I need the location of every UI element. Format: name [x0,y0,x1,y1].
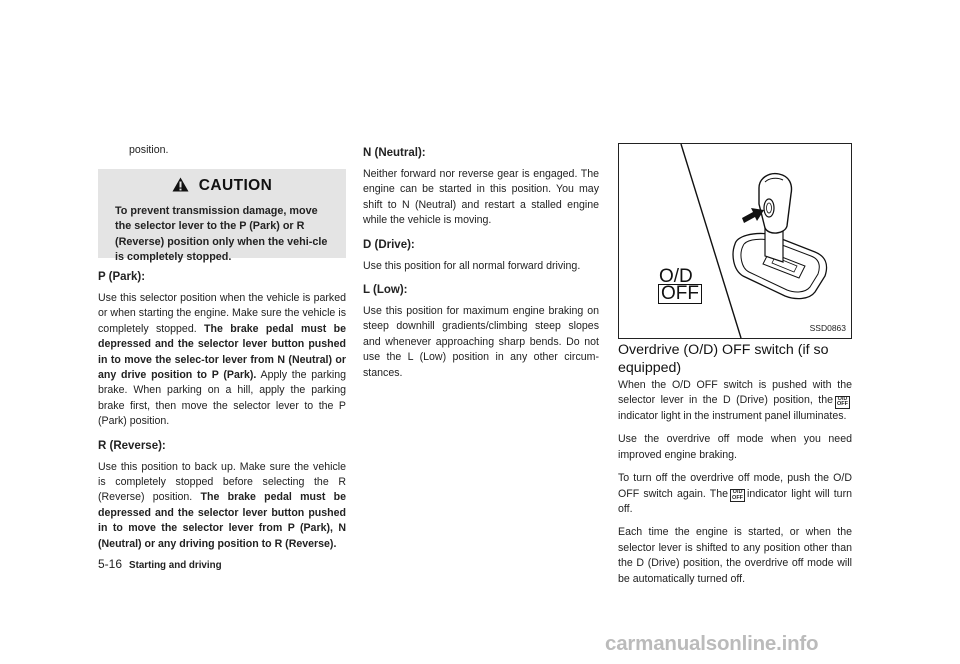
park-section [98,269,346,552]
warning-triangle-icon [172,177,189,192]
od-para-4: Each time the engine is started, or when the selector lever is shifted to any position other than the D (Drive) position, the overdrive off mode will be automatically turned off. [618,526,852,585]
od-para-3: To turn off the overdrive off mode, push the O/D OFF switch again. The O/D OFF indicator light will turn off. [618,472,852,516]
figure-od-label: O/D [659,266,693,287]
reverse-text: Use this position to back up. Make sure the vehicle is completely stopped before selecting the R (Reverse) position. The brake pedal must be depressed and the selector lever button pushed in to move the selector lever from P (Park), N (Neutral) or any driving position to R (Reverse). [98,460,346,550]
low-text: Use this position for maximum engine braking on steep downhill gradients/climbing steep slopes and whenever approaching sharp bends. Do not use the L (Low) position in any other circum-stances. [363,305,599,379]
neutral-heading: N (Neutral): [363,147,426,159]
reverse-heading: R (Reverse): [98,439,166,452]
caution-text: To prevent transmission damage, move the selector lever to the P (Park) or R (Reverse) position only when the vehi-cle is completely stopped. [115,205,328,264]
figure-off-label: OFF [658,284,702,304]
position-tail: position. [129,144,169,156]
footer-section: Starting and driving [129,560,222,571]
neutral-text: Neither forward nor reverse gear is engaged. The engine can be started in this position. You may shift to N (Neutral) and restart a stalled engine while the vehicle is moving. [363,168,599,227]
figure-code: SSD0863 [809,323,846,333]
od-off-indicator-icon: O/D OFF [732,489,744,501]
selector-lever-illustration [619,144,851,338]
watermark: carmanualsonline.info [605,632,819,655]
caution-label: CAUTION [198,177,273,194]
drive-text: Use this position for all normal forward driving. [363,259,581,272]
column-middle [363,145,599,381]
park-text: Use this selector position when the vehicle is parked or when starting the engine. Make sure the vehicle is completely stopped. The brake pedal must be depressed and the selector lever button pushed in to move the selec-tor lever from N (Neutral) or any drive position to P (Park). Apply the parking brake. When parking on a hill, apply the parking brake first, then move the selector lever to the P (Park) position. [98,292,347,428]
low-heading: L (Low): [363,284,408,297]
od-para-2: Use the overdrive off mode when you need improved engine braking. [618,433,852,461]
page-number: 5-16 [98,557,123,571]
park-heading: P (Park): [98,271,146,283]
column-right [618,378,852,587]
section-title: Overdrive (O/D) OFF switch (if so equipped) [618,342,829,376]
selector-lever-figure [618,143,852,339]
page-footer [98,557,222,571]
od-off-indicator-icon: O/D OFF [837,395,848,408]
drive-heading: D (Drive): [363,238,415,251]
caution-box [98,169,346,264]
caution-title [98,177,346,195]
od-para-1: When the O/D OFF switch is pushed with the selector lever in the D (Drive) position, the O/D OFFindicator light in the instrument panel illuminates. [618,379,852,422]
